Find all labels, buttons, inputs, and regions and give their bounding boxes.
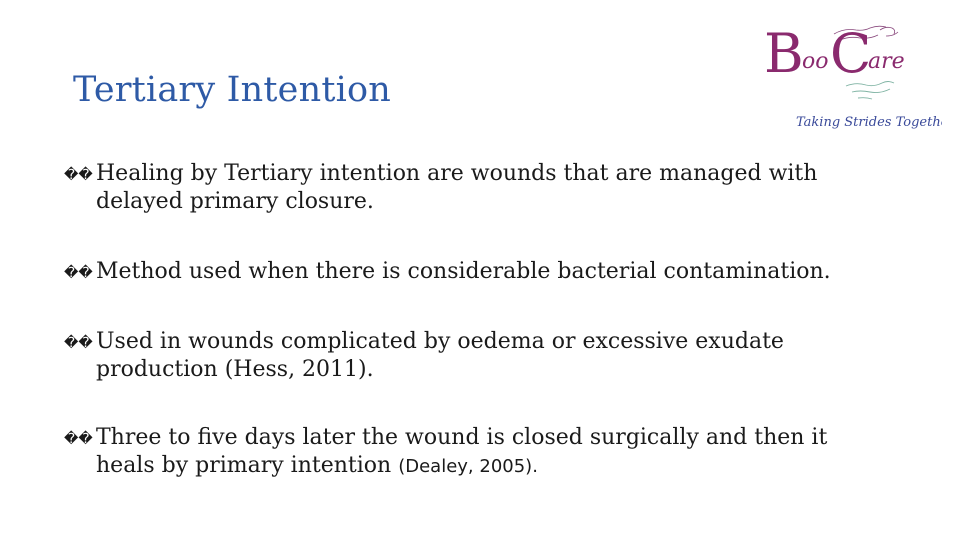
boocare-logo [760,10,942,136]
bullet-marker-icon: �� [64,167,93,183]
logo-letters-are: are [868,49,905,74]
bullet-text: Method used when there is considerable bacterial contamination. [96,259,831,284]
bullet-marker-icon: �� [64,431,93,447]
logo-tagline: Taking Strides Together [796,115,942,130]
logo-letter-c: C [830,22,872,85]
bullet-citation: (Dealey, 2005). [398,456,538,477]
logo-letter-b: B [764,22,804,85]
boocare-logo-graphic [760,10,942,136]
slide-title: Tertiary Intention [73,70,391,110]
bullet-marker-icon: �� [64,265,93,281]
bullet-item [64,160,864,216]
bullet-item [64,258,831,286]
bullet-text: Healing by Tertiary intention are wounds that are managed with delayed primary closure. [96,161,818,214]
logo-letters-oo: oo [802,49,829,74]
bullet-text: Three to five days later the wound is closed surgically and then it heals by primary intention [96,425,828,478]
bullet-item [64,328,864,384]
bullet-item [64,424,864,481]
bullet-text: Used in wounds complicated by oedema or excessive exudate production (Hess, 2011). [96,329,784,382]
bullet-marker-icon: �� [64,335,93,351]
